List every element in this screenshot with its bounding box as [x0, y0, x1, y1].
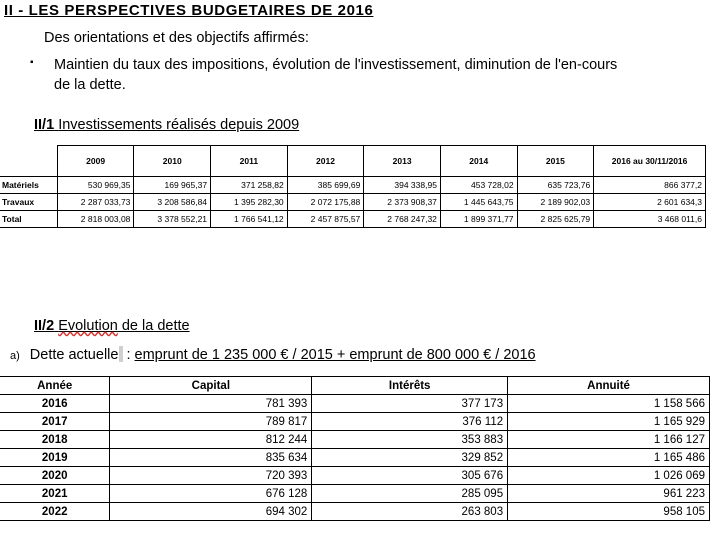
section-title: II - LES PERSPECTIVES BUDGETAIRES DE 2016 — [4, 2, 374, 19]
table-row — [0, 413, 710, 431]
table-cell: 394 338,95 — [364, 177, 441, 194]
year-cell: 2022 — [0, 503, 110, 521]
table-cell: 3 208 586,84 — [134, 194, 211, 211]
column-header: Année — [0, 377, 110, 395]
column-header: 2012 — [287, 146, 364, 177]
year-cell: 2018 — [0, 431, 110, 449]
debt-table — [0, 376, 710, 521]
annuite-cell: 1 158 566 — [508, 395, 710, 413]
column-header: Capital — [110, 377, 312, 395]
bullet-text — [54, 55, 617, 95]
column-header: Intérêts — [312, 377, 508, 395]
capital-cell: 781 393 — [110, 395, 312, 413]
capital-cell: 789 817 — [110, 413, 312, 431]
annuite-cell: 1 026 069 — [508, 467, 710, 485]
annuite-cell: 961 223 — [508, 485, 710, 503]
table-cell: 3 468 011,6 — [594, 211, 706, 228]
debt-separator: : — [126, 347, 135, 363]
debt-description: emprunt de 1 235 000 € / 2015 + emprunt de 800 000 € / 2016 — [134, 347, 536, 363]
table-row — [0, 211, 706, 228]
table-cell: 1 899 371,77 — [440, 211, 517, 228]
year-cell: 2021 — [0, 485, 110, 503]
capital-cell: 676 128 — [110, 485, 312, 503]
interets-cell: 329 852 — [312, 449, 508, 467]
table-cell: 2 373 908,37 — [364, 194, 441, 211]
table-cell: 2 825 625,79 — [517, 211, 594, 228]
table-row — [0, 449, 710, 467]
capital-cell: 694 302 — [110, 503, 312, 521]
column-header: 2009 — [57, 146, 134, 177]
column-header: 2010 — [134, 146, 211, 177]
bullet-line-1: Maintien du taux des impositions, évolution de l'investissement, diminution de l'en-cours — [54, 57, 618, 73]
interets-cell: 285 095 — [312, 485, 508, 503]
column-header: 2015 — [517, 146, 594, 177]
table-cell: 385 699,69 — [287, 177, 364, 194]
table-row — [0, 431, 710, 449]
empty-header-cell — [0, 146, 57, 177]
table-cell: 2 601 634,3 — [594, 194, 706, 211]
table-cell: 530 969,35 — [57, 177, 134, 194]
table-cell: 1 395 282,30 — [211, 194, 288, 211]
year-cell: 2017 — [0, 413, 110, 431]
subtitle: Des orientations et des objectifs affirmés: — [44, 30, 309, 46]
table-cell: 453 728,02 — [440, 177, 517, 194]
table-row — [0, 503, 710, 521]
debt-heading — [34, 318, 190, 334]
table-row — [0, 177, 706, 194]
bullet-icon: ▪ — [30, 57, 34, 68]
interets-cell: 263 803 — [312, 503, 508, 521]
interets-cell: 377 173 — [312, 395, 508, 413]
column-header: 2014 — [440, 146, 517, 177]
column-header: 2013 — [364, 146, 441, 177]
column-header: 2016 au 30/11/2016 — [594, 146, 706, 177]
investments-heading-num: II/1 — [34, 117, 55, 133]
debt-heading-rest: de la dette — [117, 318, 190, 334]
annuite-cell: 1 165 486 — [508, 449, 710, 467]
annuite-cell: 958 105 — [508, 503, 710, 521]
capital-cell: 835 634 — [110, 449, 312, 467]
column-header: Annuité — [508, 377, 710, 395]
interets-cell: 305 676 — [312, 467, 508, 485]
table-cell: 866 377,2 — [594, 177, 706, 194]
investments-heading — [34, 117, 299, 133]
debt-summary — [10, 346, 536, 363]
row-label: Matériels — [0, 177, 57, 194]
table-cell: 2 457 875,57 — [287, 211, 364, 228]
table-cell: 371 258,82 — [211, 177, 288, 194]
debt-heading-evolution: Evolution — [58, 318, 118, 334]
table-header-row — [0, 377, 710, 395]
table-header-row — [0, 146, 706, 177]
row-label: Total — [0, 211, 57, 228]
table-cell: 3 378 552,21 — [134, 211, 211, 228]
table-cell: 2 287 033,73 — [57, 194, 134, 211]
table-cell: 635 723,76 — [517, 177, 594, 194]
table-row — [0, 467, 710, 485]
table-cell: 2 189 902,03 — [517, 194, 594, 211]
capital-cell: 812 244 — [110, 431, 312, 449]
table-cell: 169 965,37 — [134, 177, 211, 194]
annuite-cell: 1 166 127 — [508, 431, 710, 449]
year-cell: 2020 — [0, 467, 110, 485]
item-letter: a) — [10, 350, 20, 362]
capital-cell: 720 393 — [110, 467, 312, 485]
year-cell: 2019 — [0, 449, 110, 467]
table-cell: 2 818 003,08 — [57, 211, 134, 228]
table-cell: 2 072 175,88 — [287, 194, 364, 211]
row-label: Travaux — [0, 194, 57, 211]
interets-cell: 353 883 — [312, 431, 508, 449]
debt-heading-num: II/2 — [34, 318, 55, 334]
column-header: 2011 — [211, 146, 288, 177]
year-cell: 2016 — [0, 395, 110, 413]
table-row — [0, 395, 710, 413]
table-row — [0, 485, 710, 503]
annuite-cell: 1 165 929 — [508, 413, 710, 431]
table-cell: 1 766 541,12 — [211, 211, 288, 228]
table-row — [0, 194, 706, 211]
table-cell: 2 768 247,32 — [364, 211, 441, 228]
debt-label: Dette actuelle — [29, 347, 119, 363]
investments-table — [0, 145, 706, 228]
bullet-line-2: de la dette. — [54, 77, 126, 93]
interets-cell: 376 112 — [312, 413, 508, 431]
text-cursor — [119, 346, 123, 362]
table-cell: 1 445 643,75 — [440, 194, 517, 211]
investments-heading-title: Investissements réalisés depuis 2009 — [58, 117, 300, 133]
